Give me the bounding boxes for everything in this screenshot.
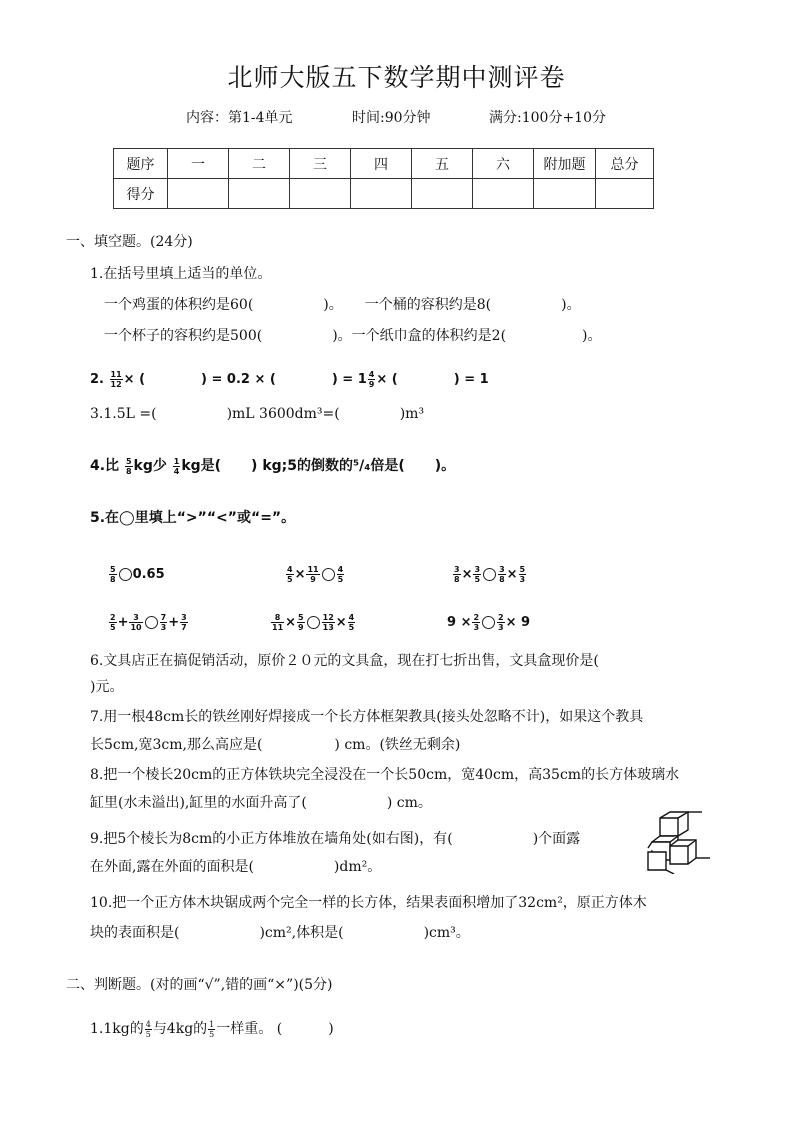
score-header-cell: 附加题	[534, 149, 596, 179]
q1-a2-end: )。	[561, 297, 581, 313]
score-header-cell: 总分	[596, 149, 654, 179]
q3-part-c: )m³	[399, 406, 425, 422]
q5-stem: 5.在◯里填上“>”“<”或“=”。	[90, 510, 296, 526]
score-cell[interactable]	[229, 179, 290, 209]
q9-part-a: 9.把5个棱长为8cm的小正方体堆放在墙角处(如右图)，有(	[90, 831, 453, 847]
score-header-cell: 二	[229, 149, 290, 179]
compare-circle[interactable]	[307, 616, 320, 629]
score-header-cell: 三	[290, 149, 351, 179]
q4-fraction-2: $\frac{1}{4}$	[173, 456, 180, 476]
q2-part-2: ) = 0.2 × (	[201, 372, 276, 387]
q5-item-5: $\frac{8}{11}$ × $\frac{5}{9}$ $\frac{12}{13}$ × $\frac{4}{5}$	[272, 613, 355, 632]
score-cell[interactable]	[473, 179, 534, 209]
stacked-cubes-figure	[636, 808, 712, 874]
q9-line-2	[90, 856, 381, 876]
score-cell[interactable]	[290, 179, 351, 209]
q3-part-a: 3.1.5L =(	[90, 406, 157, 422]
score-header-cell: 题序	[114, 149, 168, 179]
score-cell[interactable]	[412, 179, 473, 209]
q4-line	[90, 455, 455, 476]
j1-fraction-1: $\frac{4}{5}$	[145, 1019, 151, 1039]
q2-fraction-2: $\frac{4}{9}$	[368, 370, 375, 389]
compare-circle[interactable]	[483, 568, 496, 581]
j1-fraction-2: $\frac{1}{5}$	[209, 1019, 215, 1039]
q1-line-a	[104, 294, 581, 314]
j1-line	[90, 1018, 334, 1039]
q5-item-3: $\frac{3}{8}$ × $\frac{3}{5}$ $\frac{3}{8}$ × $\frac{5}{3}$	[454, 565, 526, 584]
q4-part-4: ) kg;5的倒数的⁵/₄倍是(	[251, 458, 405, 474]
q1-line-b	[104, 325, 602, 345]
j1-part-c: 一样重。 (	[216, 1021, 283, 1037]
q7-part-b: ) cm。(铁丝无剩余)	[334, 737, 461, 753]
q2-part-1: × (	[123, 372, 146, 387]
q10-part-a: 块的表面积是(	[90, 925, 180, 941]
q6-line-1: 6.文具店正在搞促销活动，原价２０元的文具盒，现在打七折出售，文具盒现价是(	[90, 653, 599, 669]
q5-item-2: $\frac{4}{5}$ × $\frac{11}{9}$ $\frac{4}{5}$	[287, 565, 344, 584]
q2-num: 2.	[90, 372, 104, 387]
q5-item-6: 9 × $\frac{2}{3}$ $\frac{2}{3}$ × 9	[447, 613, 531, 632]
compare-circle[interactable]	[482, 616, 495, 629]
q2-line	[90, 370, 489, 389]
score-header-cell: 六	[473, 149, 534, 179]
q1-a1-end: )。	[323, 297, 343, 313]
j1-part-b: 与4kg的	[152, 1021, 208, 1037]
q1-b1: 一个杯子的容积约是500(	[104, 328, 263, 344]
q4-part-1: 4.比	[90, 458, 120, 474]
q1-b1-end: )。	[332, 328, 352, 344]
q6-line-2: )元。	[90, 679, 124, 695]
q3-part-b: )mL 3600dm³=(	[226, 406, 340, 422]
q5-item-1: $\frac{5}{8}$ 0.65	[110, 565, 165, 584]
compare-circle[interactable]	[145, 616, 158, 629]
q4-part-5: )。	[434, 458, 456, 474]
q10-part-b: )cm²,体积是(	[259, 925, 344, 941]
j1-part-a: 1.1kg的	[90, 1021, 144, 1037]
q3-line	[90, 406, 424, 422]
q2-part-4: × (	[376, 372, 398, 387]
score-value-row	[114, 179, 654, 209]
compare-circle[interactable]	[119, 568, 132, 581]
q5-item-6-a: 9 ×	[447, 615, 472, 630]
q1-stem: 1.在括号里填上适当的单位。	[90, 266, 272, 282]
compare-circle[interactable]	[322, 568, 335, 581]
score-header-row	[114, 149, 654, 179]
meta-full: 满分:100分+10分	[489, 110, 606, 126]
q9-part-d: )dm²。	[333, 859, 382, 875]
q8-line-1: 8.把一个棱长20cm的正方体铁块完全浸没在一个长50cm，宽40cm，高35cm的长方体玻璃水	[90, 767, 680, 783]
q9-part-b: )个面露	[532, 831, 581, 847]
q8-part-b: ) cm。	[386, 795, 432, 811]
q5-item-6-b: × 9	[505, 615, 531, 630]
q4-fraction-1: $\frac{5}{8}$	[125, 456, 132, 476]
q1-b2-end: )。	[582, 328, 602, 344]
q9-part-c: 在外面,露在外面的面积是(	[90, 859, 254, 875]
q10-line-2	[90, 922, 470, 942]
q8-line-2	[90, 792, 432, 812]
section2-heading: 二、判断题。(对的画“√”,错的画“×”)(5分)	[66, 977, 333, 993]
score-header-cell: 五	[412, 149, 473, 179]
meta-content: 内容：第1-4单元	[186, 110, 293, 126]
j1-part-d: )	[328, 1021, 334, 1037]
section1-heading: 一、填空题。(24分)	[66, 234, 193, 250]
q1-a1: 一个鸡蛋的体积约是60(	[104, 297, 254, 313]
page-title: 北师大版五下数学期中测评卷	[227, 63, 566, 92]
score-cell[interactable]	[534, 179, 596, 209]
score-header-cell: 四	[351, 149, 412, 179]
score-row-label: 得分	[114, 179, 168, 209]
q5-item-4: $\frac{2}{5}$ + $\frac{3}{10}$ $\frac{7}{3}$ + $\frac{3}{7}$	[110, 613, 187, 632]
q4-part-2: kg少	[133, 458, 167, 474]
q7-line-2	[90, 734, 460, 754]
q10-part-c: )cm³。	[423, 925, 470, 941]
q1-a2: 一个桶的容积约是8(	[364, 297, 492, 313]
score-table	[113, 148, 654, 209]
q9-line-1	[90, 828, 580, 848]
q7-part-a: 长5cm,宽3cm,那么高应是(	[90, 737, 263, 753]
q7-line-1: 7.用一根48cm长的铁丝刚好焊接成一个长方体框架教具(接头处忽略不计)，如果这个教具	[90, 709, 644, 725]
q8-part-a: 缸里(水未溢出),缸里的水面升高了(	[90, 795, 307, 811]
q10-line-1: 10.把一个正方体木块锯成两个完全一样的长方体，结果表面积增加了32cm²，原正方体木	[90, 895, 647, 911]
meta-time: 时间:90分钟	[352, 110, 431, 126]
score-header-cell: 一	[168, 149, 229, 179]
q2-part-5: ) = 1	[453, 372, 489, 387]
score-cell[interactable]	[596, 179, 654, 209]
q5-item-1-value: 0.65	[132, 567, 165, 582]
score-cell[interactable]	[168, 179, 229, 209]
q2-part-3: ) = 1	[331, 372, 367, 387]
q2-fraction-1: $\frac{11}{12}$	[110, 370, 122, 389]
q1-b2: 一个纸巾盒的体积约是2(	[351, 328, 507, 344]
q4-part-3: kg是(	[181, 458, 222, 474]
score-cell[interactable]	[351, 179, 412, 209]
